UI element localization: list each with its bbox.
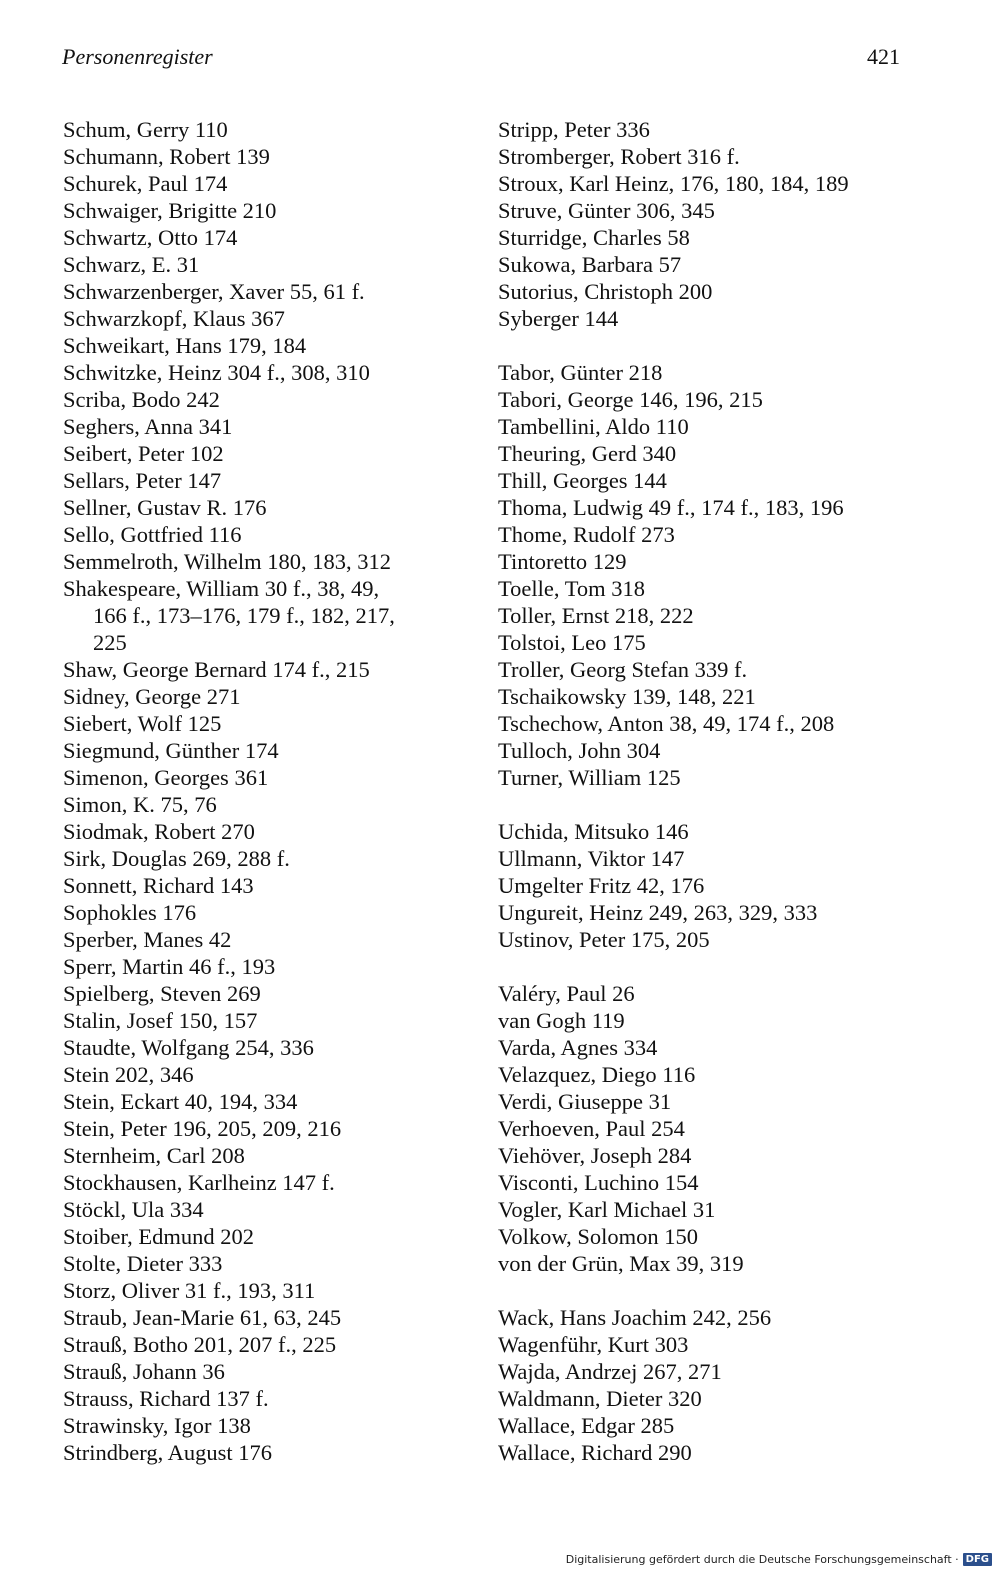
index-entry: Tschaikowsky 139, 148, 221 xyxy=(498,684,756,709)
index-entry: Stein, Eckart 40, 194, 334 xyxy=(63,1089,298,1114)
index-entry: Strauss, Richard 137 f. xyxy=(63,1386,269,1411)
index-entry: Toelle, Tom 318 xyxy=(498,576,646,601)
index-entry: Siebert, Wolf 125 xyxy=(63,711,222,736)
index-entry: Uchida, Mitsuko 146 xyxy=(498,819,689,844)
index-entry: Visconti, Luchino 154 xyxy=(498,1170,699,1195)
index-entry: Stromberger, Robert 316 f. xyxy=(498,144,740,169)
index-entry: Sellars, Peter 147 xyxy=(63,468,222,493)
section-gap xyxy=(498,332,918,359)
index-entry: Vogler, Karl Michael 31 xyxy=(498,1197,716,1222)
section-gap xyxy=(498,1277,918,1304)
index-entry: Siodmak, Robert 270 xyxy=(63,819,255,844)
index-entry: 225 xyxy=(93,630,127,655)
index-entry: Sturridge, Charles 58 xyxy=(498,225,690,250)
index-entry: Schurek, Paul 174 xyxy=(63,171,228,196)
index-entry: Schwarzenberger, Xaver 55, 61 f. xyxy=(63,279,365,304)
index-entry: Umgelter Fritz 42, 176 xyxy=(498,873,705,898)
index-entry: Seibert, Peter 102 xyxy=(63,441,224,466)
index-entry: Theuring, Gerd 340 xyxy=(498,441,677,466)
index-entry: Stein, Peter 196, 205, 209, 216 xyxy=(63,1116,342,1141)
index-entry: Valéry, Paul 26 xyxy=(498,981,635,1006)
index-entry: Varda, Agnes 334 xyxy=(498,1035,658,1060)
index-entry: Turner, William 125 xyxy=(498,765,681,790)
index-entry: Tabori, George 146, 196, 215 xyxy=(498,387,763,412)
index-entry: Sophokles 176 xyxy=(63,900,197,925)
index-entry: Wagenführ, Kurt 303 xyxy=(498,1332,689,1357)
index-entry: Storz, Oliver 31 f., 193, 311 xyxy=(63,1278,316,1303)
index-entry: Schwarzkopf, Klaus 367 xyxy=(63,306,285,331)
index-entry: Stockhausen, Karlheinz 147 f. xyxy=(63,1170,335,1195)
page-number: 421 xyxy=(867,44,900,69)
index-entry: Strauß, Botho 201, 207 f., 225 xyxy=(63,1332,337,1357)
index-entry: Ungureit, Heinz 249, 263, 329, 333 xyxy=(498,900,818,925)
index-entry: Wallace, Richard 290 xyxy=(498,1440,692,1465)
index-entry: Troller, Georg Stefan 339 f. xyxy=(498,657,748,682)
index-entry: Stein 202, 346 xyxy=(63,1062,194,1087)
index-entry: Velazquez, Diego 116 xyxy=(498,1062,696,1087)
section-gap xyxy=(498,791,918,818)
index-entry: Sperr, Martin 46 f., 193 xyxy=(63,954,276,979)
index-entry: Tambellini, Aldo 110 xyxy=(498,414,689,439)
index-entry: Tolstoi, Leo 175 xyxy=(498,630,646,655)
index-entry: Sellner, Gustav R. 176 xyxy=(63,495,267,520)
index-entry: Strawinsky, Igor 138 xyxy=(63,1413,251,1438)
index-entry: Viehöver, Joseph 284 xyxy=(498,1143,692,1168)
index-entry: Stalin, Josef 150, 157 xyxy=(63,1008,258,1033)
index-entry: Struve, Günter 306, 345 xyxy=(498,198,715,223)
index-entry: Strauß, Johann 36 xyxy=(63,1359,225,1384)
digitization-footer xyxy=(566,1553,992,1566)
index-entry: van Gogh 119 xyxy=(498,1008,625,1033)
index-column-right xyxy=(498,116,918,1466)
index-entry: Schumann, Robert 139 xyxy=(63,144,270,169)
index-entry: Sukowa, Barbara 57 xyxy=(498,252,682,277)
index-entry: Thome, Rudolf 273 xyxy=(498,522,675,547)
index-entry: Simon, K. 75, 76 xyxy=(63,792,217,817)
index-entry: Spielberg, Steven 269 xyxy=(63,981,261,1006)
index-entry: Verdi, Giuseppe 31 xyxy=(498,1089,672,1114)
dfg-logo: DFG xyxy=(963,1553,992,1566)
index-entry: Waldmann, Dieter 320 xyxy=(498,1386,702,1411)
index-entry: Seghers, Anna 341 xyxy=(63,414,233,439)
section-gap xyxy=(498,953,918,980)
index-entry: Tschechow, Anton 38, 49, 174 f., 208 xyxy=(498,711,835,736)
page-header xyxy=(62,44,900,78)
index-entry: Verhoeven, Paul 254 xyxy=(498,1116,685,1141)
index-entry: Tintoretto 129 xyxy=(498,549,627,574)
index-entry: Stroux, Karl Heinz, 176, 180, 184, 189 xyxy=(498,171,849,196)
index-entry: Toller, Ernst 218, 222 xyxy=(498,603,694,628)
index-entry: Schwarz, E. 31 xyxy=(63,252,200,277)
index-entry: Scriba, Bodo 242 xyxy=(63,387,220,412)
index-entry: Stöckl, Ula 334 xyxy=(63,1197,204,1222)
index-entry: Shaw, George Bernard 174 f., 215 xyxy=(63,657,370,682)
index-entry: Schwartz, Otto 174 xyxy=(63,225,238,250)
index-entry: Shakespeare, William 30 f., 38, 49, xyxy=(63,576,380,601)
index-entry: Thill, Georges 144 xyxy=(498,468,667,493)
index-column-left xyxy=(63,116,483,1466)
index-entry: Schum, Gerry 110 xyxy=(63,117,228,142)
index-entry: Volkow, Solomon 150 xyxy=(498,1224,699,1249)
index-entry: Semmelroth, Wilhelm 180, 183, 312 xyxy=(63,549,392,574)
index-entry: Wallace, Edgar 285 xyxy=(498,1413,675,1438)
index-entry: Sello, Gottfried 116 xyxy=(63,522,242,547)
index-entry: Ustinov, Peter 175, 205 xyxy=(498,927,710,952)
index-entry: Schwaiger, Brigitte 210 xyxy=(63,198,277,223)
index-entry: von der Grün, Max 39, 319 xyxy=(498,1251,744,1276)
index-entry: Stolte, Dieter 333 xyxy=(63,1251,223,1276)
index-entry: Ullmann, Viktor 147 xyxy=(498,846,685,871)
footer-text: Digitalisierung gefördert durch die Deutsche Forschungsgemeinschaft · xyxy=(565,1553,959,1566)
index-entry: Tabor, Günter 218 xyxy=(498,360,663,385)
index-entry: Siegmund, Günther 174 xyxy=(63,738,279,763)
index-entry: Sonnett, Richard 143 xyxy=(63,873,254,898)
index-entry: Staudte, Wolfgang 254, 336 xyxy=(63,1035,314,1060)
index-entry: Straub, Jean-Marie 61, 63, 245 xyxy=(63,1305,342,1330)
index-entry: Strindberg, August 176 xyxy=(63,1440,272,1465)
index-entry: Sperber, Manes 42 xyxy=(63,927,232,952)
running-title: Personenregister xyxy=(62,44,213,69)
index-entry: Sternheim, Carl 208 xyxy=(63,1143,245,1168)
index-entry: Schweikart, Hans 179, 184 xyxy=(63,333,307,358)
index-entry: Sutorius, Christoph 200 xyxy=(498,279,713,304)
index-entry: Stripp, Peter 336 xyxy=(498,117,650,142)
index-entry: 166 f., 173–176, 179 f., 182, 217, xyxy=(93,603,395,628)
index-entry: Stoiber, Edmund 202 xyxy=(63,1224,254,1249)
index-entry: Sirk, Douglas 269, 288 f. xyxy=(63,846,290,871)
index-entry: Wack, Hans Joachim 242, 256 xyxy=(498,1305,772,1330)
index-entry: Schwitzke, Heinz 304 f., 308, 310 xyxy=(63,360,370,385)
index-entry: Sidney, George 271 xyxy=(63,684,241,709)
index-entry: Syberger 144 xyxy=(498,306,619,331)
index-entry: Thoma, Ludwig 49 f., 174 f., 183, 196 xyxy=(498,495,844,520)
index-entry: Tulloch, John 304 xyxy=(498,738,661,763)
index-entry: Simenon, Georges 361 xyxy=(63,765,269,790)
index-entry: Wajda, Andrzej 267, 271 xyxy=(498,1359,722,1384)
